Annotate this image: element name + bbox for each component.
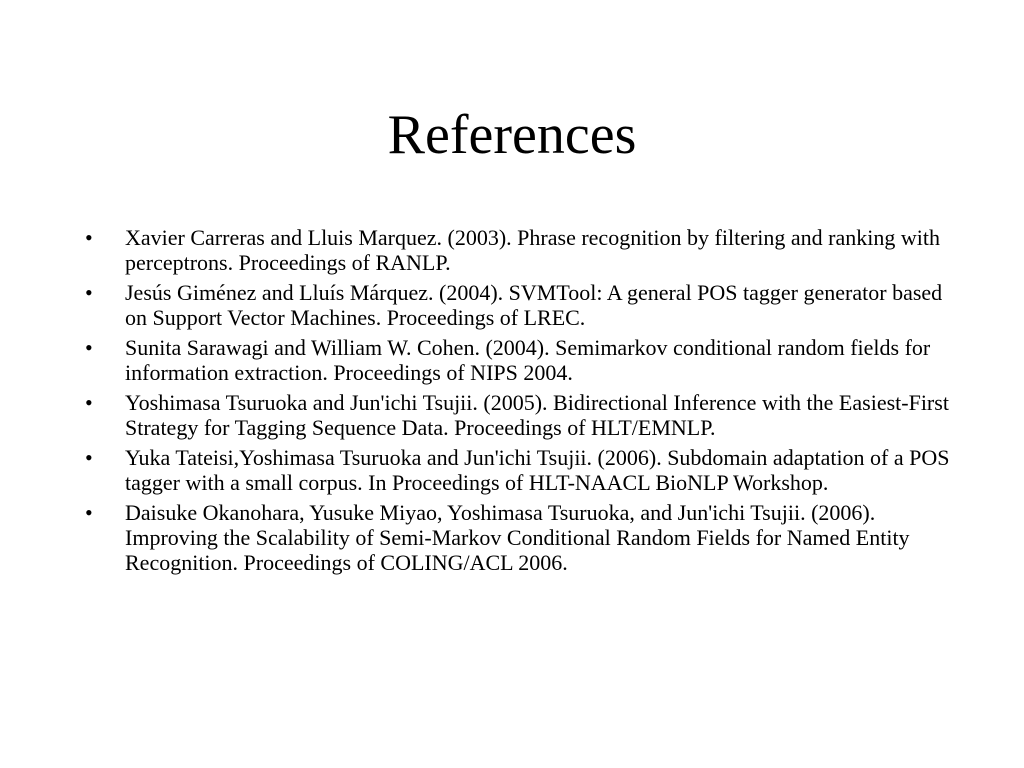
reference-item — [85, 225, 955, 275]
reference-text: Xavier Carreras and Lluis Marquez. (2003). Phrase recognition by filtering and ranking with perceptrons. Proceedings of RANLP. — [125, 225, 940, 275]
reference-item — [85, 335, 955, 385]
bullet-icon: • — [85, 335, 93, 360]
reference-text: Jesús Giménez and Lluís Márquez. (2004). SVMTool: A general POS tagger generator based on Support Vector Machines. Proceedings of LREC. — [125, 280, 943, 330]
reference-text: Daisuke Okanohara, Yusuke Miyao, Yoshimasa Tsuruoka, and Jun'ichi Tsujii. (2006). Improving the Scalability of Semi-Markov Conditional Random Fields for Named Entity Recognition. Proceedings of COLING/ACL 2006. — [125, 500, 910, 575]
bullet-icon: • — [85, 445, 93, 470]
bullet-icon: • — [85, 390, 93, 415]
reference-text: Sunita Sarawagi and William W. Cohen. (2004). Semimarkov conditional random fields for information extraction. Proceedings of NIPS 2004. — [125, 335, 931, 385]
bullet-icon: • — [85, 280, 93, 305]
bullet-icon: • — [85, 225, 93, 250]
bullet-icon: • — [85, 500, 93, 525]
slide-title: References — [387, 104, 637, 166]
reference-text: Yuka Tateisi,Yoshimasa Tsuruoka and Jun'ichi Tsujii. (2006). Subdomain adaptation of a POS tagger with a small corpus. In Proceedings of HLT-NAACL BioNLP Workshop. — [125, 445, 950, 495]
reference-item — [85, 280, 955, 330]
reference-item — [85, 500, 955, 575]
reference-text: Yoshimasa Tsuruoka and Jun'ichi Tsujii. (2005). Bidirectional Inference with the Easiest-First Strategy for Tagging Sequence Data. Proceedings of HLT/EMNLP. — [125, 390, 949, 440]
reference-item — [85, 445, 955, 495]
reference-item — [85, 390, 955, 440]
reference-list — [85, 225, 955, 580]
